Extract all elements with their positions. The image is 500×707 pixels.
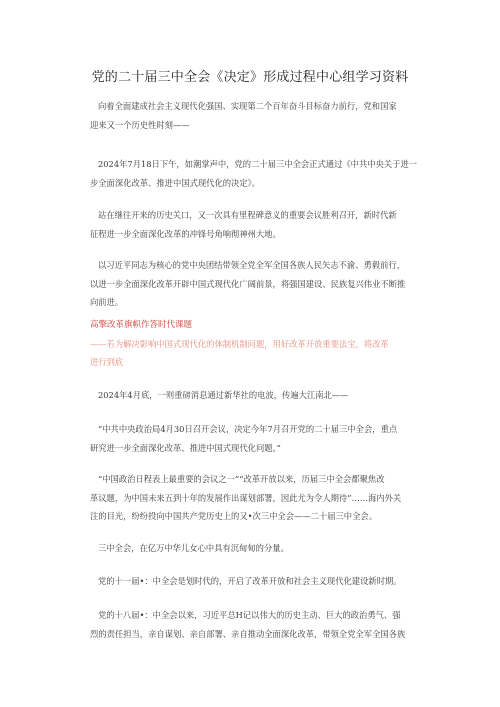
paragraph-line: 2024年7月18日下午，如潮掌声中，党的二十届三中全会正式通过《中共中央关于进一 (98, 159, 418, 169)
paragraph-1 (90, 97, 442, 134)
paragraph-line: 以进一步全面深化改革开辟中国式现代化广阔前景，将强国建设、民族复兴伟业不断推 (90, 278, 406, 289)
paragraph-4 (90, 256, 442, 312)
page-title: 党的二十届三中全会《决定》形成过程中心组学习资料 (91, 70, 409, 85)
section-subheading (90, 335, 442, 371)
paragraph-6 (90, 420, 442, 457)
paragraph-line: 党的十八届•：中全会以来，习近平总H记以伟大的历史主动、巨大的政治勇气、强 (98, 610, 401, 620)
subheading-line: 进行到底 (90, 357, 124, 367)
paragraph-line: “中共中央政治局4月30日召开会议，决定今年7月召开党的二十届三中全会，重点 (98, 424, 398, 434)
paragraph-line: 迎来又一个历史性时刻—— (90, 119, 190, 130)
paragraph-3 (90, 206, 442, 243)
paragraph-line: 以习近平同志为核心的党中央团结带领全党全军全国各族人民矢志不渝、勇毅前行， (98, 260, 405, 270)
paragraph-8 (90, 539, 442, 558)
section-heading: 高擎改革旗帜作答时代课题 (90, 320, 193, 330)
paragraph-line: 步全面深化改革、推进中国式现代化的决定》。 (90, 177, 261, 188)
paragraph-line: 三中全会，在亿万中华儿女心中具有沉甸甸的分量。 (98, 543, 289, 553)
paragraph-10 (90, 606, 442, 643)
paragraph-line: 革议题，为中国未来五到十年的发展作出谋划部署，因此尤为令人期待”……海内外关 (90, 492, 402, 503)
paragraph-9 (90, 572, 442, 591)
paragraph-line: 征程进一步全面深化改革的冲锋号角响彻神州大地。 (90, 228, 281, 239)
paragraph-7 (90, 470, 442, 526)
paragraph-line: 注的目光，纷纷投向中国共产党历史上的又•次三中全会——二十届三中全会。 (90, 511, 377, 521)
paragraph-line: 党的十一届•：中全会是划时代的，开启了改革开放和社会主义现代化建设新时期。 (98, 576, 402, 586)
paragraph-line: 站在继往开来的历史关口，又一次具有里程碑意义的重要会议胜利召开，新时代新 (98, 210, 397, 220)
subheading-line: ——若为解决影响中国式现代化的体制机制问题，用好改革开放重要法宝，将改革 (90, 339, 389, 349)
paragraph-line: 烈的责任担当，亲自谋划、亲自部署、亲自推动全面深化改革，带领全党全军全国各族 (90, 628, 406, 639)
paragraph-line: 2024年4月底，一则重磅消息通过新华社的电波，传遍大江南北—— (98, 390, 349, 400)
paragraph-2 (90, 155, 442, 192)
paragraph-5 (90, 386, 442, 405)
paragraph-line: 研究进一步全面深化改革、推进中国式现代化问题。” (90, 442, 281, 453)
paragraph-line: 向着全面建成社会主义现代化强国、实现第二个百年奋斗目标奋力前行，党和国家 (98, 101, 397, 111)
paragraph-line: “中国政治日程表上最重要的会议之一”“改革开放以来，历届三中全会都聚焦改 (98, 474, 385, 484)
paragraph-line: 向前进。 (90, 297, 124, 307)
